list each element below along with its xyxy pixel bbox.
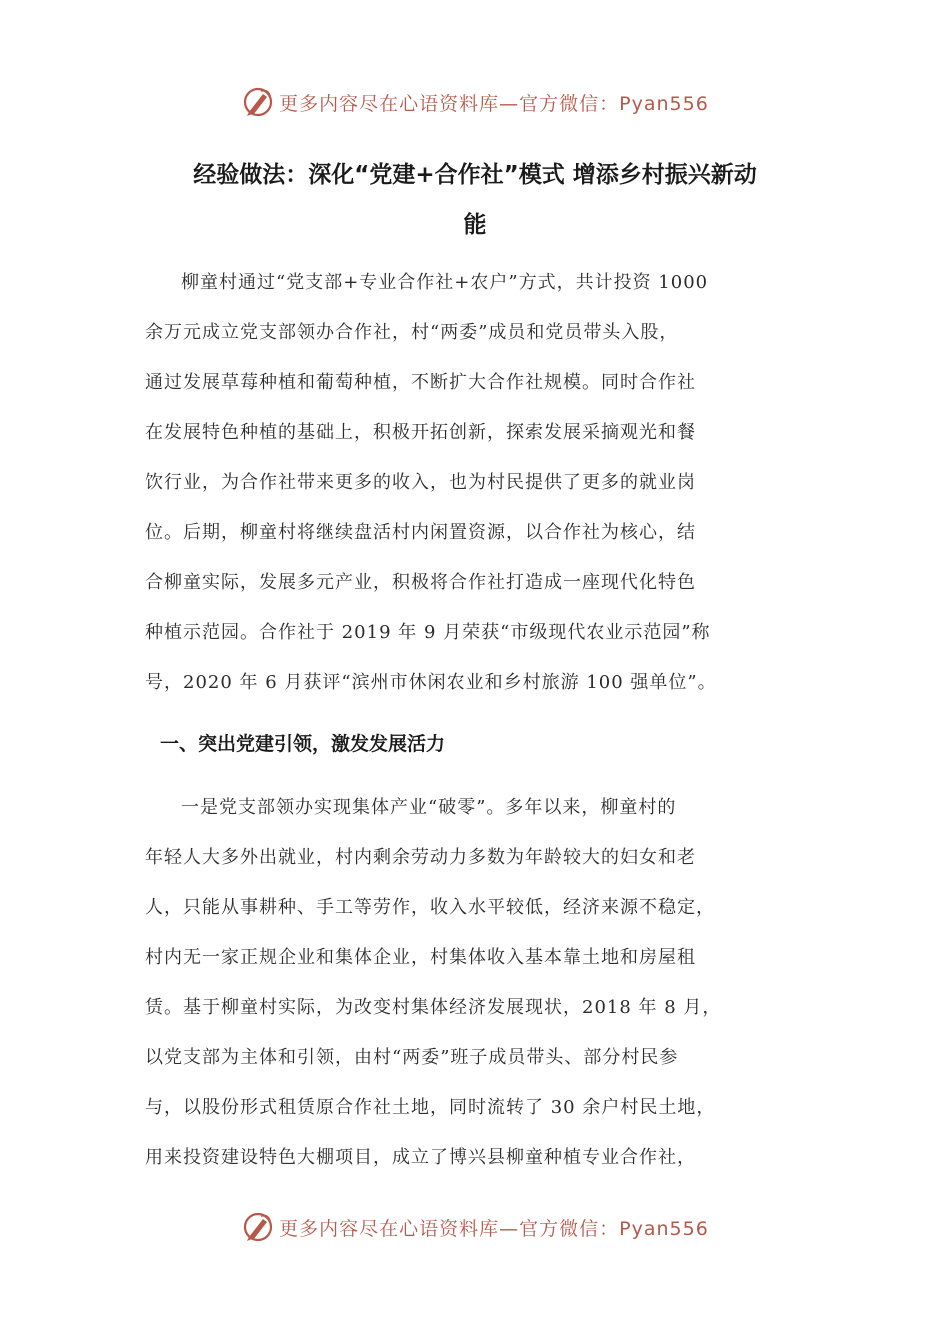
document-title <box>0 150 950 250</box>
pen-logo-icon <box>241 85 275 119</box>
title-line: 经验做法：深化“党建+合作社”模式 增添乡村振兴新动 <box>193 162 757 188</box>
text-line: 位。后期，柳童村将继续盘活村内闲置资源，以合作社为核心，结 <box>145 522 696 543</box>
footer-banner <box>0 1207 950 1247</box>
text-line: 饮行业，为合作社带来更多的收入，也为村民提供了更多的就业岗 <box>145 472 696 493</box>
text-line: 柳童村通过“党支部+专业合作社+农户”方式，共计投资 1000 <box>181 272 709 293</box>
text-line: 用来投资建设特色大棚项目，成立了博兴县柳童种植专业合作社， <box>145 1147 696 1168</box>
title-line: 能 <box>463 212 487 238</box>
text-line: 与，以股份形式租赁原合作社土地，同时流转了 30 余户村民土地， <box>145 1097 716 1118</box>
text-line: 号，2020 年 6 月获评“滨州市休闲农业和乡村旅游 100 强单位”。 <box>145 672 717 693</box>
text-line: 通过发展草莓种植和葡萄种植，不断扩大合作社规模。同时合作社 <box>145 372 696 393</box>
text-line: 在发展特色种植的基础上，积极开拓创新，探索发展采摘观光和餐 <box>145 422 696 443</box>
text-line: 余万元成立党支部领办合作社，村“两委”成员和党员带头入股， <box>145 322 679 343</box>
text-line: 一是党支部领办实现集体产业“破零”。多年以来，柳童村的 <box>181 797 677 818</box>
header-banner <box>0 82 950 122</box>
paragraph-2 <box>145 783 805 1183</box>
paragraph-1 <box>145 258 805 708</box>
text-line: 赁。基于柳童村实际，为改变村集体经济发展现状，2018 年 8 月， <box>145 997 722 1018</box>
text-line: 合柳童实际，发展多元产业，积极将合作社打造成一座现代化特色 <box>145 572 696 593</box>
section-heading: 一、突出党建引领，激发发展活力 <box>160 733 446 755</box>
text-line: 人，只能从事耕种、手工等劳作，收入水平较低，经济来源不稳定， <box>145 897 715 918</box>
header-banner-text: 更多内容尽在心语资料库—官方微信：Pyan556 <box>279 92 709 115</box>
footer-banner-text: 更多内容尽在心语资料库—官方微信：Pyan556 <box>279 1217 709 1240</box>
pen-logo-icon <box>241 1210 275 1244</box>
text-line: 种植示范园。合作社于 2019 年 9 月荣获“市级现代农业示范园”称 <box>145 622 711 643</box>
text-line: 年轻人大多外出就业，村内剩余劳动力多数为年龄较大的妇女和老 <box>145 847 696 868</box>
text-line: 以党支部为主体和引领，由村“两委”班子成员带头、部分村民参 <box>145 1047 679 1068</box>
text-line: 村内无一家正规企业和集体企业，村集体收入基本靠土地和房屋租 <box>145 947 696 968</box>
